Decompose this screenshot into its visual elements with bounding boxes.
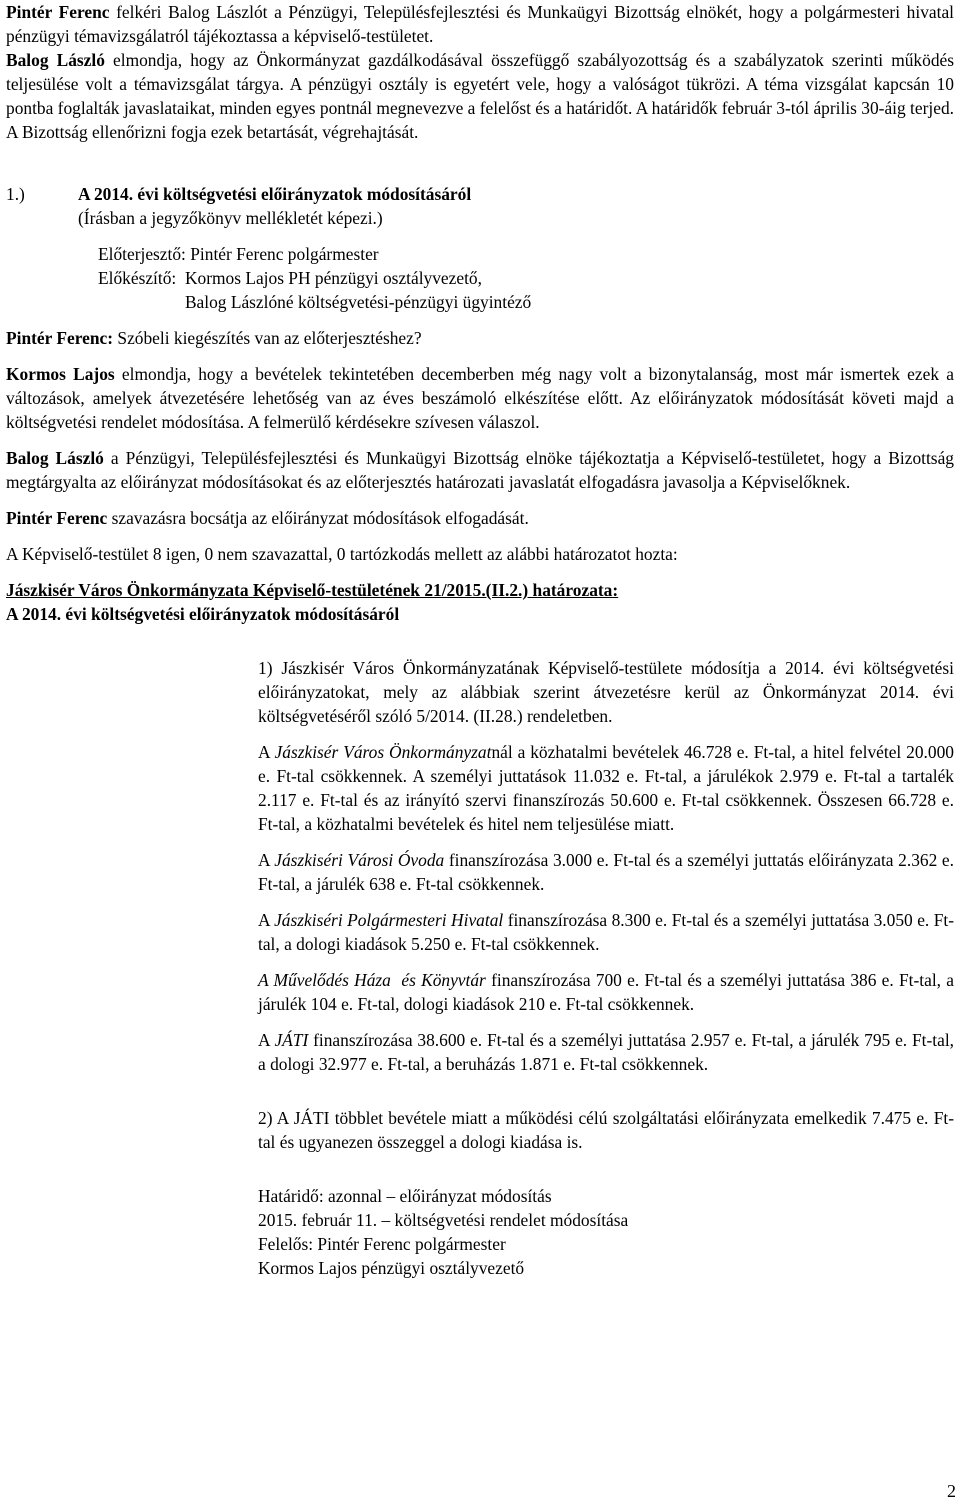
preparer-value-1: Kormos Lajos PH pénzügyi osztályvezető, <box>184 268 482 288</box>
intro-paragraph-2 <box>6 48 954 144</box>
resolution-heading: Jászkisér Város Önkormányzata Képviselő-testületének 21/2015.(II.2.) határozata: <box>6 580 619 600</box>
paragraph-text: elmondja, hogy az Önkormányzat gazdálkodásával összefüggő szabályozottság és a szabályzatok szerinti működés teljesülése volt a témavizsgálat tárgya. A pénzügyi osztály is egyetért vele, hogy a valóságot tükrözi. A téma vizsgálat kapcsán 10 pontba foglalták javaslataikat, minden egyes pontnál megnevezve a felelőst és a határidőt. A határidők február 3-tól április 30-áig terjed. A Bizottság ellenőrizni fogja ezek betartását, végrehajtását. <box>6 50 954 142</box>
kormos-paragraph <box>6 362 954 434</box>
resolution-item-mayors-office: A Jászkiséri Polgármesteri Hivatal finanszírozása 8.300 e. Ft-tal és a személyi juttatása 3.050 e. Ft-tal, a dologi kiadások 5.250 e. Ft-tal csökkennek. <box>258 910 955 954</box>
paragraph-text: szavazásra bocsátja az előirányzat módosítások elfogadását. <box>107 508 529 528</box>
resolution-item-kindergarten: A Jászkiséri Városi Óvoda finanszírozása 3.000 e. Ft-tal és a személyi juttatás előirányzata 2.362 e. Ft-tal, a járulék 638 e. Ft-tal csökkennek. <box>258 850 954 894</box>
intro-paragraph-1 <box>6 0 954 48</box>
deadline-line-1: Határidő: azonnal – előirányzat módosítás <box>258 1186 552 1206</box>
speaker-name: Pintér Ferenc <box>6 2 110 22</box>
document-page <box>6 0 954 1507</box>
resolution-item-cultural-house: A Művelődés Háza és Könyvtár finanszírozása 700 e. Ft-tal és a személyi juttatása 386 e. Ft-tal, a járulék 104 e. Ft-tal, dologi kiadások 210 e. Ft-tal csökkennek. <box>258 970 954 1014</box>
resolution-point-2: 2) A JÁTI többlet bevétele miatt a működési célú szolgáltatási előirányzata emelkedik 7.475 e. Ft-tal és ugyanezen összeggel a dologi kiadása is. <box>258 1108 954 1152</box>
responsible-line-2: Kormos Lajos pénzügyi osztályvezető <box>258 1258 525 1278</box>
page-number: 2 <box>947 1481 956 1501</box>
paragraph-text: elmondja, hogy a bevételek tekintetében decemberben még nagy volt a bizonytalanság, most már ismertek ezek a változások, amelyek átvezetésére lehetőség van az éves beszámoló elkészítése előtt. Az előirányzatok módosítását követi majd a költségvetési rendelet módosítása. A felmerülő kérdésekre szívesen válaszol. <box>6 364 954 432</box>
vote-result: A Képviselő-testület 8 igen, 0 nem szavazattal, 0 tartózkodás mellett az alábbi határozatot hozta: <box>6 544 678 564</box>
agenda-item-title: A 2014. évi költségvetési előirányzatok módosításáról <box>78 184 472 204</box>
preparer-row <box>98 266 954 314</box>
question-paragraph <box>6 326 954 350</box>
agenda-item-note: (Írásban a jegyzőkönyv mellékletét képezi.) <box>78 208 383 228</box>
deadline-line-2: 2015. február 11. – költségvetési rendelet módosítása <box>258 1210 629 1230</box>
speaker-name: Pintér Ferenc: <box>6 328 114 348</box>
resolution-subject: A 2014. évi költségvetési előirányzatok módosításáról <box>6 604 400 624</box>
resolution-item-jati: A JÁTI finanszírozása 38.600 e. Ft-tal és a személyi juttatása 2.957 e. Ft-tal, a járulék 795 e. Ft-tal, a dologi 32.977 e. Ft-tal, a beruházás 1.871 e. Ft-tal csökkennek. <box>258 1030 954 1074</box>
resolution-item-municipality: A Jászkisér Város Önkormányzatnál a közhatalmi bevételek 46.728 e. Ft-tal, a hitel felvétel 20.000 e. Ft-tal csökkennek. A személyi juttatások 11.032 e. Ft-tal, a járulékok 2.979 e. Ft-tal a tartalék 2.117 e. Ft-tal és az irányító szervi finanszírozás 50.600 e. Ft-tal csökkennek. Összesen 66.728 e. Ft-tal, a közhatalmi bevételek és hitel nem teljesülése miatt. <box>258 742 954 834</box>
resolution-point-1: 1) Jászkisér Város Önkormányzatának Képviselő-testülete módosítja a 2014. évi költségvetési előirányzatokat, mely az alábbiak szerint átvezetésre kerül az Önkormányzat 2014. évi költségvetéséről szóló 5/2014. (II.28.) rendeletben. <box>258 658 954 726</box>
speaker-name: Kormos Lajos <box>6 364 115 384</box>
speaker-name: Balog László <box>6 448 104 468</box>
presenter-value: Pintér Ferenc polgármester <box>190 244 379 264</box>
speaker-name: Balog László <box>6 50 105 70</box>
paragraph-text: felkéri Balog Lászlót a Pénzügyi, Településfejlesztési és Munkaügyi Bizottság elnökét, hogy a polgármesteri hivatal pénzügyi témavizsgálatról tájékoztassa a képviselő-testületet. <box>6 2 954 46</box>
resolution-body <box>258 656 954 1280</box>
agenda-item-number: 1.) <box>6 184 25 204</box>
presenter-label: Előterjesztő: <box>98 244 191 264</box>
agenda-item-heading <box>6 182 954 230</box>
balog-paragraph <box>6 446 954 494</box>
responsible-line-1: Felelős: Pintér Ferenc polgármester <box>258 1234 506 1254</box>
paragraph-text: a Pénzügyi, Településfejlesztési és Munkaügyi Bizottság elnöke tájékoztatja a Képviselő-testületet, hogy a Bizottság megtárgyalta az előirányzat módosításokat és az előterjesztés határozati javaslatát elfogadásra javasolja a Képviselőknek. <box>6 448 954 492</box>
vote-call-paragraph <box>6 506 954 530</box>
preparation-block <box>98 242 954 314</box>
presenter-row <box>98 242 954 266</box>
deadline-block <box>258 1184 954 1280</box>
preparer-value-2: Balog Lászlóné költségvetési-pénzügyi ügyintéző <box>184 292 532 312</box>
preparer-label: Előkészítő: <box>98 268 185 288</box>
speaker-name: Pintér Ferenc <box>6 508 108 528</box>
paragraph-text: Szóbeli kiegészítés van az előterjesztéshez? <box>113 328 422 348</box>
